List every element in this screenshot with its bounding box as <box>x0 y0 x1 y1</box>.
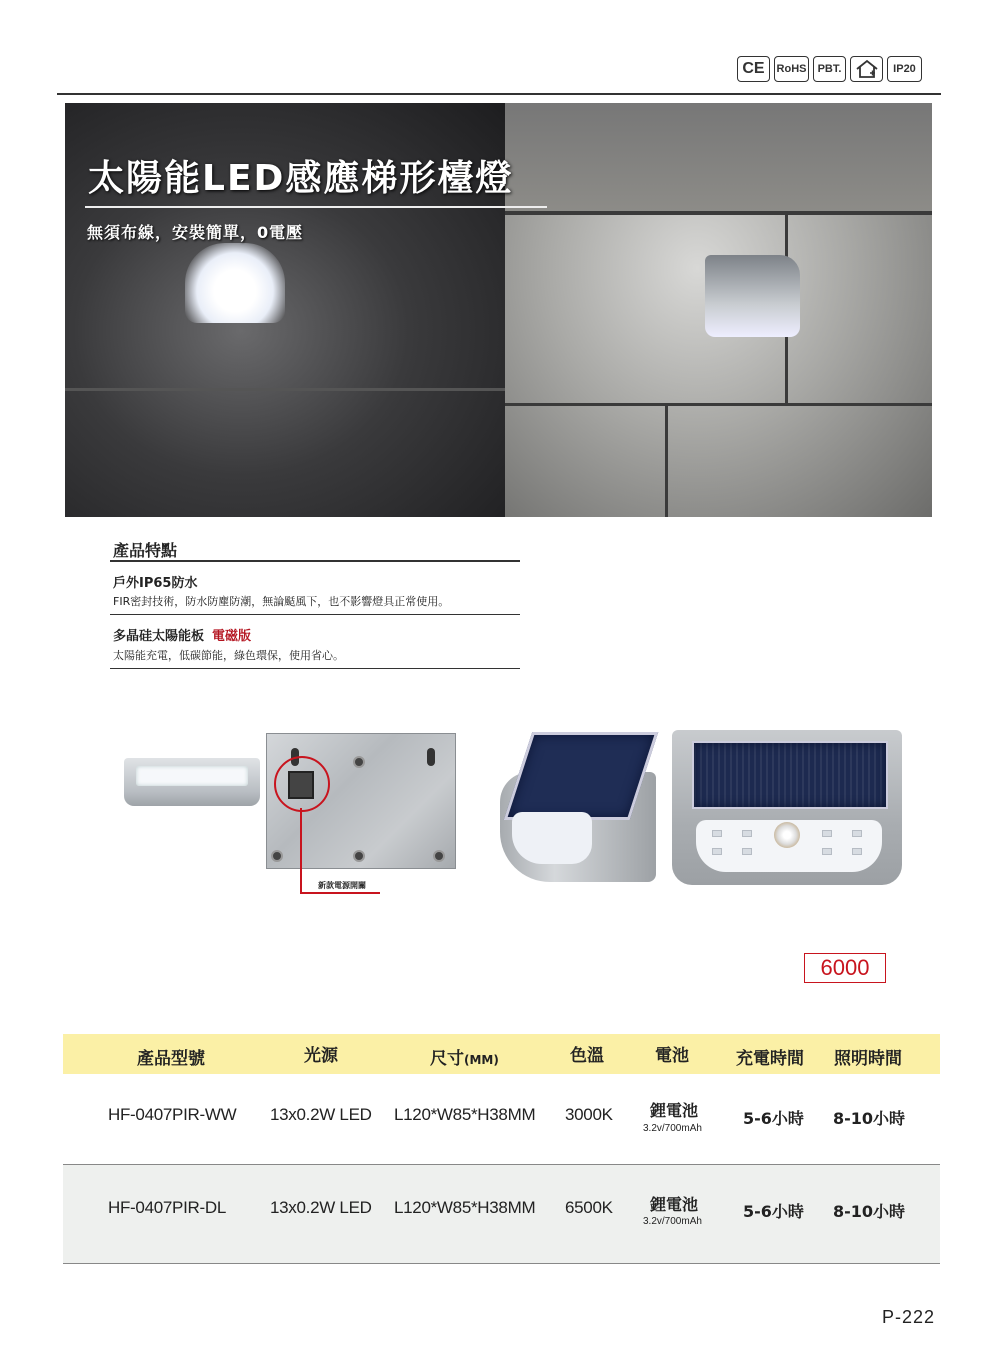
power-switch <box>288 771 314 799</box>
ce-badge: CE <box>737 56 770 82</box>
header-lighting: 照明時間 <box>834 1049 902 1069</box>
header-light: 光源 <box>304 1046 338 1066</box>
feature-tag: 電磁版 <box>212 629 252 644</box>
pir-sensor <box>774 822 800 848</box>
header-charge: 充電時間 <box>736 1049 804 1069</box>
header-temp: 色溫 <box>570 1046 604 1066</box>
cell-charge: 5-6小時 <box>743 1109 804 1128</box>
cell-light: 13x0.2W LED <box>270 1105 372 1124</box>
cell-light: 13x0.2W LED <box>270 1198 372 1217</box>
features-heading: 產品特點 <box>113 541 178 560</box>
product-side-view <box>500 732 656 882</box>
cell-size: L120*W85*H38MM <box>394 1105 536 1124</box>
cell-model: HF-0407PIR-DL <box>108 1198 226 1217</box>
indoor-house-icon <box>850 56 883 82</box>
cell-battery-spec: 3.2v/700mAh <box>643 1123 702 1134</box>
feature-desc: FIR密封技術，防水防塵防潮，無論颳風下，也不影響燈具正常使用。 <box>113 595 450 608</box>
certification-badges <box>737 56 922 82</box>
lamp-right <box>705 255 800 337</box>
product-front-view <box>124 758 260 806</box>
product-angled-view <box>672 730 902 885</box>
hero-photo <box>65 103 932 517</box>
cell-charge: 5-6小時 <box>743 1202 804 1221</box>
cell-temp: 3000K <box>565 1105 613 1124</box>
solar-panel <box>692 741 888 809</box>
rohs-badge: RoHS <box>774 56 809 82</box>
header-model: 產品型號 <box>137 1049 205 1069</box>
cell-temp: 6500K <box>565 1198 613 1217</box>
feature-desc: 太陽能充電，低碳節能，綠色環保，使用省心。 <box>113 649 344 662</box>
feature-title: 多晶硅太陽能板 電磁版 <box>113 629 252 644</box>
ip20-badge: IP20 <box>887 56 922 82</box>
page-number: P-222 <box>882 1307 936 1327</box>
header-rule <box>57 93 941 95</box>
cell-model: HF-0407PIR-WW <box>108 1105 237 1124</box>
pbt-badge: PBT. <box>813 56 846 82</box>
cell-size: L120*W85*H38MM <box>394 1198 536 1217</box>
header-battery: 電池 <box>655 1046 689 1066</box>
cell-battery-spec: 3.2v/700mAh <box>643 1216 702 1227</box>
price-tag: 6000 <box>804 953 886 983</box>
product-title: 太陽能LED感應梯形檯燈 <box>88 158 514 199</box>
switch-label: 新款電源開關 <box>318 881 366 890</box>
cell-battery: 鋰電池 <box>650 1195 699 1214</box>
cell-lighting: 8-10小時 <box>833 1109 906 1128</box>
header-size: 尺寸(MM) <box>430 1049 499 1069</box>
cell-battery: 鋰電池 <box>650 1101 699 1120</box>
lit-lamp-left <box>185 243 285 323</box>
product-subtitle: 無須布線，安裝簡單，0電壓 <box>87 223 304 242</box>
cell-lighting: 8-10小時 <box>833 1202 906 1221</box>
feature-title: 戶外IP65防水 <box>113 576 198 591</box>
